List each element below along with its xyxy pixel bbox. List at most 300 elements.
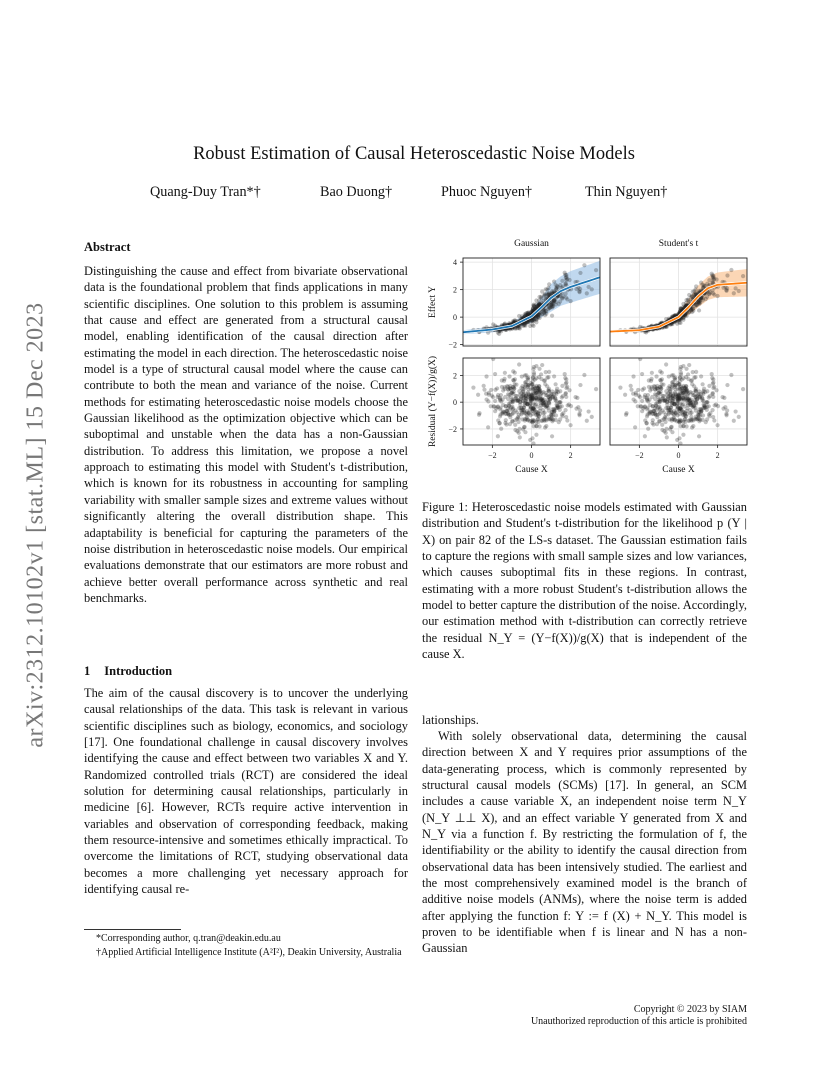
panel-title: Student's t [658,239,699,249]
data-point [491,357,495,361]
data-point [496,434,500,438]
data-point [723,405,727,409]
data-point [681,433,685,437]
panel-4 [610,357,747,475]
data-point [699,410,703,414]
data-point [646,406,650,410]
data-point [681,391,685,395]
data-point [681,424,685,428]
data-point [582,373,586,377]
panel-plot-area [618,357,745,451]
author-2: Bao Duong† [320,184,393,200]
footnote-2: †Applied Artificial Intelligence Institute (A²I²), Deakin University, Australia [96,946,402,958]
data-point [565,418,569,422]
data-point [594,268,598,272]
col2-paragraph: With solely observational data, determining the causal direction between X and Y requires prior assumptions of the data-generating process, which is commonly represented by structural causal models (SCMs) [17]. In general, an SCM includes a cause variable X, an independent noise term N_Y (N_Y ⊥⊥ X), and an effect variable Y generated from X and N_Y via a function f. By restricting the formulation of f, the identifiability or the ability to identify the causal direction from observational data has been intensively studied. The earliest and the most comprehensively examined model is the branch of additive noise models (ANMs), where the noise term is added after applying the function f: Y := f (X) + N_Y. This model is proven to be identifiable when f is linear and N has a non-Gaussian [422,729,747,956]
data-point [660,423,664,427]
panel-title: Gaussian [514,239,549,249]
data-point [676,397,680,401]
data-point [507,374,511,378]
data-point [715,423,719,427]
data-point [532,373,536,377]
data-point [492,405,496,409]
data-point [523,380,527,384]
data-point [563,292,567,296]
data-point [577,290,581,294]
x-tick-label: 0 [529,451,534,460]
data-point [710,376,714,380]
data-point [513,418,517,422]
data-point [623,393,627,397]
data-point [690,410,694,414]
data-point [521,387,525,391]
data-point [513,423,517,427]
paper-title: Robust Estimation of Causal Heteroscedastic Noise Models [193,144,635,164]
data-point [519,395,523,399]
data-point [563,408,567,412]
data-point [548,306,552,310]
data-point [707,412,711,416]
data-point [532,418,536,422]
data-point [677,407,681,411]
data-point [724,289,728,293]
data-point [702,403,706,407]
data-point [507,413,511,417]
data-point [511,385,515,389]
footnotes [84,932,414,959]
data-point [737,415,741,419]
x-tick-label: 2 [715,451,720,460]
data-point [712,418,716,422]
x-axis-label: Cause X [515,465,548,475]
data-point [534,413,538,417]
data-point [701,399,705,403]
data-point [631,374,635,378]
data-point [734,409,738,413]
data-point [493,388,497,392]
data-point [692,404,696,408]
x-tick-label: 0 [676,451,681,460]
data-point [681,396,685,400]
author-list [150,184,667,201]
data-point [638,395,642,399]
data-point [660,418,664,422]
data-point [544,370,548,374]
data-point [645,421,649,425]
data-point [513,371,517,375]
x-tick-label: −2 [635,451,644,460]
data-point [710,408,714,412]
data-point [692,393,696,397]
data-point [578,383,582,387]
data-point [664,362,668,366]
data-point [618,385,622,389]
data-point [692,384,696,388]
data-point [534,433,538,437]
data-point [587,409,591,413]
author-1: Quang-Duy Tran*† [150,184,261,200]
footnote-1: *Corresponding author, q.tran@deakin.edu.au [96,933,281,944]
data-point [546,388,550,392]
data-point [568,423,572,427]
data-point [531,379,535,383]
data-point [690,378,694,382]
data-point [563,376,567,380]
panel-plot-area [471,357,598,451]
data-point [560,395,564,399]
data-point [576,405,580,409]
panel-1 [427,239,600,350]
data-point [671,392,675,396]
data-point [563,372,567,376]
data-point [729,373,733,377]
data-point [585,419,589,423]
data-point [540,312,544,316]
data-point [534,376,538,380]
data-point [710,372,714,376]
data-point [594,387,598,391]
section-heading [84,664,172,679]
data-point [690,425,694,429]
data-point [550,314,554,318]
data-point [666,395,670,399]
data-point [660,377,664,381]
panel-2 [610,239,747,346]
arxiv-side-stamp: arXiv:2312.10102v1 [stat.ML] 15 Dec 2023 [22,302,49,748]
data-point [540,418,544,422]
y-tick-label: 0 [453,313,457,323]
data-point [493,399,497,403]
data-point [534,402,538,406]
data-point [669,425,673,429]
data-point [498,412,502,416]
data-point [741,387,745,391]
data-point [524,373,528,377]
data-point [671,373,675,377]
data-point [546,375,550,379]
data-point [497,332,501,336]
data-point [673,377,677,381]
data-point [566,403,570,407]
x-axis-label: Cause X [662,465,695,475]
data-point [688,399,692,403]
data-point [668,399,672,403]
data-point [712,293,716,297]
data-point [654,413,658,417]
data-point [707,395,711,399]
data-point [575,396,579,400]
data-point [725,383,729,387]
data-point [687,310,691,314]
data-point [678,412,682,416]
data-point [517,431,521,435]
data-point [520,374,524,378]
panel-3 [427,356,600,475]
data-point [638,357,642,361]
data-point [724,413,728,417]
data-point [543,292,547,296]
data-point [491,395,495,399]
data-point [649,377,653,381]
y-tick-label: −2 [448,340,457,350]
x-tick-label: 2 [568,451,573,460]
data-point [503,371,507,375]
copyright-notice [531,1004,747,1027]
data-point [528,320,532,324]
data-point [688,390,692,394]
data-point [658,385,662,389]
data-point [640,399,644,403]
data-point [528,324,532,328]
copyright-line: Copyright © 2023 by SIAM [633,1004,747,1015]
data-point [534,391,538,395]
data-point [710,273,714,277]
data-point [554,382,558,386]
data-point [554,392,558,396]
data-point [665,435,669,439]
section-title: Introduction [104,664,173,678]
data-point [660,371,664,375]
y-axis-label: Residual (Y−f(X))/g(X) [428,355,438,448]
data-point [531,412,535,416]
data-point [545,393,549,397]
data-point [539,295,543,299]
data-point [697,434,701,438]
data-point [662,410,666,414]
data-point [528,419,532,423]
data-point [707,384,711,388]
data-point [670,380,674,384]
data-point [503,421,507,425]
data-point [679,373,683,377]
y-tick-label: 4 [453,258,457,268]
x-tick-label: −2 [488,451,497,460]
data-point [513,377,517,381]
data-point [624,413,628,417]
data-point [653,406,657,410]
data-point [662,394,666,398]
data-point [560,404,564,408]
data-point [640,372,644,376]
data-point [550,434,554,438]
figure-caption: Figure 1: Heteroscedastic noise models estimated with Gaussian distribution and Student's t-distribution for the likelihood p (Y | X) on pair 82 of the LS-s dataset. The Gaussian estimation fails to capture the regions with small sample sizes and low variances, which causes suboptimal fits in these regions. In contrast, estimating with a more robust Student's t-distribution allows the model to better capture the distribution of the noise. Accordingly, our estimation method with t-distribution can correctly retrieve the residual N_Y = (Y−f(X))/g(X) that is independent of the cause X. [422,500,747,662]
data-point [582,263,586,267]
data-point [499,393,503,397]
data-point [540,363,544,367]
data-point [711,395,715,399]
data-point [502,377,506,381]
data-point [545,384,549,388]
data-point [515,410,519,414]
data-point [664,431,668,435]
data-point [662,399,666,403]
data-point [552,299,556,303]
data-point [691,370,695,374]
data-point [545,404,549,408]
y-tick-label: −2 [448,424,457,434]
data-point [547,282,551,286]
data-point [554,399,558,403]
data-point [476,393,480,397]
data-point [560,279,564,283]
data-point [678,379,682,383]
data-point [577,413,581,417]
data-point [681,402,685,406]
data-point [484,374,488,378]
y-axis-label: Effect Y [428,286,438,318]
data-point [526,377,530,381]
data-point [660,428,664,432]
data-point [701,392,705,396]
data-point [734,286,738,290]
data-point [486,425,490,429]
data-point [471,385,475,389]
data-point [645,412,649,416]
data-point [546,286,550,290]
data-point [646,393,650,397]
data-point [675,419,679,423]
data-point [482,384,486,388]
y-tick-label: 2 [453,285,457,295]
data-point [497,446,501,450]
data-point [541,390,545,394]
data-point [650,371,654,375]
data-point [585,291,589,295]
data-point [543,425,547,429]
data-point [686,372,690,376]
data-point [526,387,530,391]
data-point [541,399,545,403]
y-tick-label: 2 [453,371,457,381]
data-point [499,406,503,410]
abstract-heading: Abstract [84,240,131,254]
data-point [711,278,715,282]
data-point [657,412,661,416]
data-point [552,374,556,378]
data-point [640,409,644,413]
data-point [529,397,533,401]
data-point [650,421,654,425]
section-number: 1 [84,664,91,678]
data-point [590,415,594,419]
data-point [493,372,497,376]
data-point [683,417,687,421]
data-point [508,400,512,404]
data-point [681,413,685,417]
data-point [539,372,543,376]
data-point [639,405,643,409]
data-point [534,364,538,368]
data-point [673,387,677,391]
author-3: Phuoc Nguyen† [441,184,533,200]
data-point [560,384,564,388]
data-point [675,438,679,442]
data-point [563,273,567,277]
data-point [534,396,538,400]
data-point [521,399,525,403]
data-point [533,386,537,390]
data-point [564,278,568,282]
data-point [555,403,559,407]
data-point [644,446,648,450]
data-point [564,395,568,399]
data-point [687,363,691,367]
data-point [699,374,703,378]
data-point [681,376,685,380]
figure-1 [420,232,750,490]
data-point [646,427,650,431]
data-point [741,274,745,278]
data-point [522,410,526,414]
data-point [693,375,697,379]
data-point [482,388,486,392]
data-point [633,425,637,429]
data-point [711,386,715,390]
data-point [528,438,532,442]
data-point [536,417,540,421]
data-point [530,407,534,411]
data-point [629,384,633,388]
data-point [729,268,733,272]
data-point [548,417,552,421]
data-point [629,388,633,392]
data-point [631,397,635,401]
data-point [668,387,672,391]
data-point [679,418,683,422]
data-point [552,410,556,414]
data-point [650,395,654,399]
intro-text: The aim of the causal discovery is to uncover the underlying causal relationships of the data. This task is relevant in various scientific disciplines such as biology, economics, and sociology [17]. One foundational challenge in causal discovery involves identifying the cause and effect between two variables X and Y. Randomized controlled trials (RCT) are considered the ideal solution for determining causal relationships, particularly in medicine [6]. However, RCTs require active intervention in variables and observation of corresponding feedback, making them resource-intensive and sometimes ethically impractical. To overcome the limitations of RCT, studying observational data becomes a more challenging yet necessary approach for identifying causal re- [84,686,408,897]
data-point [697,308,701,312]
data-point [680,386,684,390]
data-point [643,434,647,438]
data-point [503,395,507,399]
data-point [543,410,547,414]
data-point [640,388,644,392]
data-point [707,278,711,282]
data-point [522,425,526,429]
data-point [534,424,538,428]
data-point [693,388,697,392]
data-point [518,435,522,439]
data-point [499,427,503,431]
data-point [477,413,481,417]
data-point [493,409,497,413]
data-point [515,399,519,403]
data-point [669,410,673,414]
data-point [560,412,564,416]
data-point [713,403,717,407]
data-point [725,273,729,277]
data-point [513,428,517,432]
data-point [693,287,697,291]
author-4: Thin Nguyen† [585,184,668,200]
data-point [722,396,726,400]
data-point [732,291,736,295]
data-point [587,285,591,289]
data-point [578,271,582,275]
data-point [498,421,502,425]
data-point [515,394,519,398]
reproduction-line: Unauthorized reproduction of this article is prohibited [530,1015,747,1027]
data-point [506,406,510,410]
data-point [667,374,671,378]
data-point [701,382,705,386]
data-point [732,419,736,423]
data-point [564,386,568,390]
data-point [543,378,547,382]
data-point [534,298,538,302]
